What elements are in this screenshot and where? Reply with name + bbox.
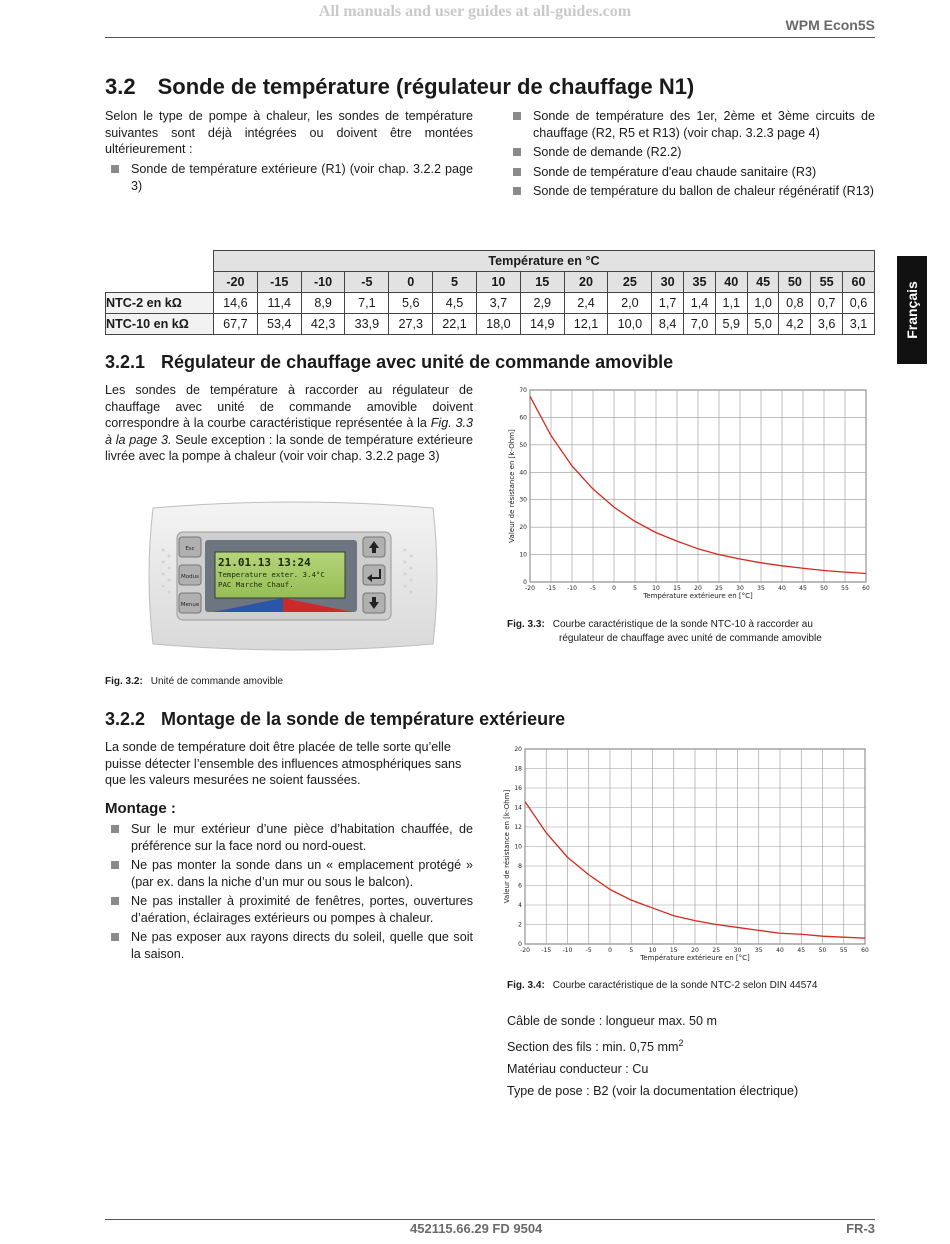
installation-type-spec: Type de pose : B2 (voir la documentation électrique) bbox=[507, 1084, 799, 1099]
table-cell: 7,1 bbox=[345, 293, 389, 314]
figure-3-3-caption bbox=[507, 618, 822, 646]
table-cell: 5,6 bbox=[389, 293, 433, 314]
y-tick-label: 20 bbox=[519, 524, 527, 532]
x-tick-label: -5 bbox=[590, 585, 596, 592]
superscript: 2 bbox=[678, 1038, 684, 1048]
section-intro: Selon le type de pompe à chaleur, les sondes de température suivantes sont déjà intégrées ou doivent être montées ultérieurement : bbox=[105, 109, 473, 156]
table-cell: 2,9 bbox=[520, 293, 564, 314]
figure-3-4-caption bbox=[507, 980, 817, 991]
x-tick-label: 35 bbox=[757, 585, 765, 592]
x-tick-label: -20 bbox=[520, 947, 530, 954]
paragraph-text: Seule exception : la sonde de température extérieure livrée avec la pompe à chaleur (voir voir chap. 3.2.2 page 3) bbox=[105, 432, 473, 463]
list-item: Sonde de température d'eau chaude sanitaire (R3) bbox=[507, 164, 875, 181]
x-tick-label: 15 bbox=[673, 585, 681, 592]
language-tab bbox=[897, 256, 927, 364]
table-cell: 0,8 bbox=[779, 293, 811, 314]
table-column-header: 15 bbox=[520, 272, 564, 293]
section-number: 3.2 bbox=[105, 74, 136, 99]
x-tick-label: -5 bbox=[585, 947, 592, 954]
table-column-header: 5 bbox=[433, 272, 477, 293]
caption-label: Fig. 3.3: bbox=[507, 619, 545, 630]
table-cell: 33,9 bbox=[345, 314, 389, 335]
table-row-label: NTC-2 en kΩ bbox=[106, 293, 214, 314]
subsection-321-number: 3.2.1 bbox=[105, 352, 146, 372]
caption-text: régulateur de chauffage avec unité de commande amovible bbox=[559, 633, 822, 644]
paragraph-text: Les sondes de température à raccorder au régulateur de chauffage avec unité de commande amovible doivent correspondre à la courbe caractéristique représentée à la bbox=[105, 383, 473, 430]
x-tick-label: -15 bbox=[541, 947, 552, 954]
table-column-header: 30 bbox=[652, 272, 684, 293]
x-tick-label: 40 bbox=[778, 585, 786, 592]
x-tick-label: 45 bbox=[799, 585, 807, 592]
table-column-header: 60 bbox=[843, 272, 875, 293]
list-item: Ne pas monter la sonde dans un « emplacement protégé » (par ex. dans la niche d’un mur ou sous le balcon). bbox=[105, 857, 473, 890]
table-cell: 22,1 bbox=[433, 314, 477, 335]
x-axis-label: Température extérieure en [°C] bbox=[643, 592, 753, 600]
x-tick-label: 10 bbox=[652, 585, 660, 592]
table-row-label: NTC-10 en kΩ bbox=[106, 314, 214, 335]
table-cell: 14,9 bbox=[520, 314, 564, 335]
table-column-header: 10 bbox=[476, 272, 520, 293]
y-tick-label: 30 bbox=[519, 496, 527, 504]
list-item: Ne pas installer à proximité de fenêtres, portes, ouvertures d’aération, éclairages extérieurs ou pompes à chaleur. bbox=[105, 893, 473, 926]
subsection-321-paragraph bbox=[105, 382, 473, 465]
y-tick-label: 70 bbox=[519, 387, 527, 394]
x-tick-label: 25 bbox=[715, 585, 723, 592]
x-tick-label: 30 bbox=[733, 947, 742, 954]
table-cell: 14,6 bbox=[214, 293, 258, 314]
spec-text: Section des fils : min. 0,75 mm bbox=[507, 1040, 679, 1055]
x-tick-label: -10 bbox=[562, 947, 573, 954]
figure-reference: Fig. 3.3 à la page 3. bbox=[105, 416, 473, 447]
table-cell: 53,4 bbox=[257, 314, 301, 335]
x-tick-label: 25 bbox=[712, 947, 721, 954]
control-unit-illustration bbox=[143, 500, 443, 652]
y-tick-label: 4 bbox=[518, 902, 522, 909]
table-column-header: 50 bbox=[779, 272, 811, 293]
header-rule bbox=[105, 37, 875, 38]
table-cell: 8,9 bbox=[301, 293, 345, 314]
list-item: Sonde de température du ballon de chaleur régénératif (R13) bbox=[507, 183, 875, 200]
table-cell: 5,0 bbox=[747, 314, 779, 335]
y-tick-label: 50 bbox=[519, 441, 527, 449]
menue-button-label: Menue bbox=[180, 602, 200, 608]
watermark: All manuals and user guides at all-guides.com bbox=[318, 3, 632, 20]
x-tick-label: 5 bbox=[629, 947, 634, 954]
table-column-header: 45 bbox=[747, 272, 779, 293]
y-tick-label: 14 bbox=[514, 804, 522, 812]
x-axis-label: Température extérieure en [°C] bbox=[640, 954, 750, 962]
esc-button-label: Esc bbox=[185, 546, 195, 552]
table-cell: 1,1 bbox=[715, 293, 747, 314]
table-column-header: -10 bbox=[301, 272, 345, 293]
resistance-table bbox=[105, 250, 875, 335]
table-cell: 2,0 bbox=[608, 293, 652, 314]
table-cell: 67,7 bbox=[214, 314, 258, 335]
x-tick-label: 55 bbox=[839, 947, 848, 954]
x-tick-label: -20 bbox=[525, 585, 535, 592]
y-tick-label: 8 bbox=[518, 863, 522, 870]
list-item: Ne pas exposer aux rayons directs du soleil, quelle que soit la saison. bbox=[105, 929, 473, 962]
y-tick-label: 0 bbox=[523, 579, 527, 586]
subsection-322-title: Montage de la sonde de température extérieure bbox=[161, 709, 566, 729]
y-axis-label: Valeur de résistance en [k-Ohm] bbox=[503, 789, 511, 904]
table-cell: 0,6 bbox=[843, 293, 875, 314]
x-tick-label: -15 bbox=[546, 585, 556, 592]
montage-heading: Montage : bbox=[105, 800, 176, 817]
table-cell: 1,0 bbox=[747, 293, 779, 314]
table-cell: 3,7 bbox=[476, 293, 520, 314]
y-tick-label: 6 bbox=[518, 882, 522, 890]
lcd-line-2: Temperature exter. 3.4°C bbox=[218, 570, 325, 579]
subsection-321-title: Régulateur de chauffage avec unité de commande amovible bbox=[161, 352, 674, 372]
language-tab-label: Français bbox=[904, 281, 920, 339]
table-column-header: 35 bbox=[684, 272, 716, 293]
table-cell: 1,4 bbox=[684, 293, 716, 314]
x-tick-label: -10 bbox=[567, 585, 577, 592]
table-cell: 4,5 bbox=[433, 293, 477, 314]
montage-bullets bbox=[105, 821, 473, 965]
table-cell: 8,4 bbox=[652, 314, 684, 335]
figure-3-2-caption bbox=[105, 676, 283, 687]
table-column-header: 40 bbox=[715, 272, 747, 293]
table-column-header: 0 bbox=[389, 272, 433, 293]
table-cell: 3,1 bbox=[843, 314, 875, 335]
table-group-header: Température en °C bbox=[214, 251, 875, 272]
x-tick-label: 60 bbox=[861, 947, 869, 954]
table-cell: 10,0 bbox=[608, 314, 652, 335]
x-tick-label: 50 bbox=[820, 585, 828, 592]
footer-rule bbox=[105, 1219, 875, 1220]
table-corner bbox=[106, 251, 214, 293]
table-column-header: 55 bbox=[811, 272, 843, 293]
table-row bbox=[106, 293, 875, 314]
table-cell: 27,3 bbox=[389, 314, 433, 335]
y-axis-label: Valeur de résistance en [k-Ohm] bbox=[508, 429, 516, 543]
sensor-specifications bbox=[507, 1010, 798, 1102]
y-tick-label: 16 bbox=[514, 785, 522, 792]
x-tick-label: 10 bbox=[648, 947, 657, 954]
section-heading bbox=[105, 74, 694, 100]
table-cell: 3,6 bbox=[811, 314, 843, 335]
x-tick-label: 0 bbox=[612, 585, 616, 592]
x-tick-label: 40 bbox=[776, 947, 784, 954]
y-tick-label: 20 bbox=[514, 746, 522, 753]
modus-button[interactable] bbox=[179, 565, 201, 585]
table-cell: 12,1 bbox=[564, 314, 608, 335]
modus-button-label: Modus bbox=[181, 574, 199, 580]
x-tick-label: 30 bbox=[736, 585, 744, 592]
esc-button[interactable] bbox=[179, 537, 201, 557]
y-tick-label: 10 bbox=[519, 551, 527, 559]
table-column-header: -5 bbox=[345, 272, 389, 293]
caption-text: Unité de commande amovible bbox=[150, 676, 284, 687]
y-tick-label: 10 bbox=[514, 843, 522, 851]
section-left-bullets bbox=[105, 161, 473, 197]
wire-section-spec bbox=[507, 1032, 798, 1058]
caption-label: Fig. 3.2: bbox=[105, 676, 143, 687]
table-column-header: -15 bbox=[257, 272, 301, 293]
list-item: Sonde de demande (R2.2) bbox=[507, 144, 875, 161]
document-number: 452115.66.29 FD 9504 bbox=[410, 1221, 543, 1236]
lcd-line-3: PAC Marche Chauf. bbox=[218, 580, 294, 589]
caption-text: Courbe caractéristique de la sonde NTC-10 à raccorder au bbox=[552, 619, 813, 630]
x-tick-label: 15 bbox=[669, 947, 678, 954]
ntc10-characteristic-chart bbox=[505, 384, 875, 606]
list-item: Sur le mur extérieur d’une pièce d’habitation chauffée, de préférence sur la face nord ou nord-ouest. bbox=[105, 821, 473, 854]
x-tick-label: 35 bbox=[754, 947, 763, 954]
x-tick-label: 20 bbox=[694, 585, 702, 592]
table-column-header: -20 bbox=[214, 272, 258, 293]
cable-length-spec: Câble de sonde : longueur max. 50 m bbox=[507, 1014, 718, 1028]
x-tick-label: 55 bbox=[841, 585, 849, 592]
caption-label: Fig. 3.4: bbox=[507, 980, 545, 991]
lcd-line-1: 21.01.13 13:24 bbox=[218, 556, 311, 569]
table-column-header: 20 bbox=[564, 272, 608, 293]
y-tick-label: 2 bbox=[518, 921, 522, 929]
y-tick-label: 12 bbox=[514, 824, 522, 831]
subsection-321-heading bbox=[105, 352, 673, 373]
table-cell: 1,7 bbox=[652, 293, 684, 314]
x-tick-label: 5 bbox=[633, 585, 637, 592]
enter-button[interactable] bbox=[363, 565, 385, 585]
table-cell: 2,4 bbox=[564, 293, 608, 314]
table-cell: 0,7 bbox=[811, 293, 843, 314]
table-cell: 11,4 bbox=[257, 293, 301, 314]
table-cell: 7,0 bbox=[684, 314, 716, 335]
y-tick-label: 60 bbox=[519, 414, 527, 422]
ntc2-characteristic-chart bbox=[505, 742, 875, 967]
y-tick-label: 40 bbox=[519, 469, 527, 477]
table-cell: 5,9 bbox=[715, 314, 747, 335]
y-tick-label: 18 bbox=[514, 765, 522, 773]
x-tick-label: 60 bbox=[862, 585, 870, 592]
conductor-material-spec: Matériau conducteur : Cu bbox=[507, 1062, 649, 1077]
document-title: WPM Econ5S bbox=[785, 17, 875, 33]
page-number: FR-3 bbox=[846, 1221, 875, 1236]
table-cell: 4,2 bbox=[779, 314, 811, 335]
x-tick-label: 45 bbox=[797, 947, 806, 954]
table-column-header: 25 bbox=[608, 272, 652, 293]
x-tick-label: 20 bbox=[691, 947, 699, 954]
subsection-322-paragraph: La sonde de température doit être placée de telle sorte qu’elle puisse détecter l’ensemble des influences atmosphériques sans que les valeurs mesurées ne soient faussées. bbox=[105, 740, 462, 787]
list-item: Sonde de température extérieure (R1) (voir chap. 3.2.2 page 3) bbox=[105, 161, 473, 194]
subsection-322-number: 3.2.2 bbox=[105, 709, 146, 729]
down-arrow-button[interactable] bbox=[363, 593, 385, 613]
y-tick-label: 0 bbox=[518, 941, 522, 948]
table-cell: 18,0 bbox=[476, 314, 520, 335]
up-arrow-button[interactable] bbox=[363, 537, 385, 557]
caption-text: Courbe caractéristique de la sonde NTC-2 selon DIN 44574 bbox=[552, 980, 818, 991]
list-item: Sonde de température des 1er, 2ème et 3ème circuits de chauffage (R2, R5 et R13) (voir chap. 3.2.3 page 4) bbox=[507, 108, 875, 141]
x-tick-label: 0 bbox=[608, 947, 612, 954]
menue-button[interactable] bbox=[179, 593, 201, 613]
section-title: Sonde de température (régulateur de chauffage N1) bbox=[157, 74, 695, 99]
subsection-322-heading bbox=[105, 709, 565, 730]
table-cell: 42,3 bbox=[301, 314, 345, 335]
table-row bbox=[106, 314, 875, 335]
section-right-bullets bbox=[507, 108, 875, 203]
x-tick-label: 50 bbox=[818, 947, 827, 954]
